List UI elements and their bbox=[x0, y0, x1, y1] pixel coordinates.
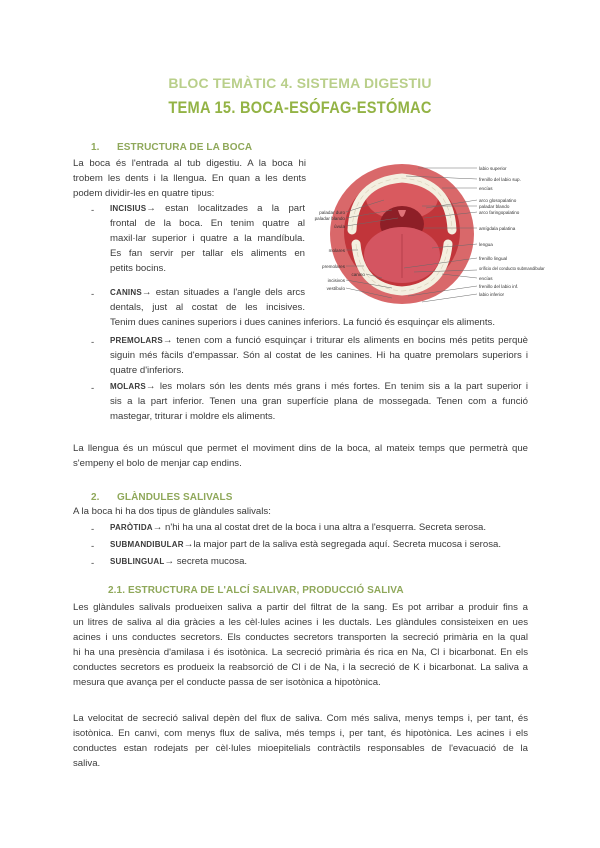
text-line: frontal de la boca. En tenim quatre al bbox=[110, 218, 305, 229]
text-line: mesura que avança per el conducte passa de ser isotònica a hipotònica. bbox=[73, 677, 381, 688]
bullet-parotida bbox=[110, 520, 528, 535]
term-submandibular: SUBMANDIBULAR bbox=[110, 540, 184, 549]
text-line: conductes estan rodejats per cèl·lules mioepitelials contràctils responsables de l'evacuació de la bbox=[73, 743, 528, 754]
figure-label: frenillo del labio inf. bbox=[479, 284, 519, 289]
term-sublingual: SUBLINGUAL bbox=[110, 557, 165, 566]
text-line: siguin més fàcils d'empassar. Són al costat de les canines. Hi ha quatre premolars superiors i bbox=[110, 350, 528, 361]
text-line: → les molars són les dents més grans i més fortes. En tenim sis a la part superior i bbox=[145, 381, 528, 392]
bullet-incisius bbox=[110, 201, 305, 276]
term-incisius: INCISIUS bbox=[110, 204, 147, 213]
figure-label: labio superior bbox=[479, 166, 507, 171]
text-line: Tenim dues canines superiors i dues canines inferiors. La funció és esquinçar els aliments. bbox=[110, 317, 496, 328]
figure-label: frenillo del labio sup. bbox=[479, 177, 521, 182]
text-line: Les glàndules salivals produeixen saliva a partir del filtrat de la sang. Es pot arribar a produir fins a bbox=[73, 602, 528, 613]
text-line: → n'hi ha una al costat dret de la boca i una altra a l'esquerra. Secreta serosa. bbox=[152, 522, 487, 533]
bullet-dash: - bbox=[91, 205, 95, 216]
section-title: ESTRUCTURA DE LA BOCA bbox=[117, 142, 253, 153]
figure-label: premolares bbox=[322, 264, 345, 269]
text-line: → tenen com a funció esquinçar i triturar els aliments en bocins més petits perquè bbox=[162, 335, 528, 346]
figure-label: canino bbox=[351, 272, 365, 277]
text-line: saliva. bbox=[73, 758, 101, 769]
topic-title: TEMA 15. BOCA-ESÓFAG-ESTÓMAC bbox=[168, 98, 432, 117]
mouth-illustration bbox=[314, 160, 545, 310]
term-canins: CANINS bbox=[110, 288, 142, 297]
figure-label: encías bbox=[479, 186, 493, 191]
section-title: GLÀNDULES SALIVALS bbox=[117, 492, 233, 503]
figure-label: encías bbox=[479, 276, 493, 281]
term-molars: MOLARS bbox=[110, 382, 146, 391]
text-line: isotònica. En canvi, com menys flux de saliva, més temps i, per tant, és hipotònica. Les acines i els bbox=[73, 728, 528, 739]
bullet-sublingual bbox=[110, 554, 528, 569]
bullet-dash: - bbox=[91, 383, 95, 394]
text-line: maxil·lar superior i quatre a la mandíbula. bbox=[110, 233, 305, 244]
text-line: La boca és l'entrada al tub digestiu. A la boca hi bbox=[73, 158, 306, 169]
saliva-paragraph-1 bbox=[73, 600, 528, 690]
figure-label: incisivos bbox=[327, 278, 345, 283]
section-1-heading bbox=[91, 142, 252, 153]
figure-label: orificio del conducto submandibular bbox=[479, 266, 545, 271]
text-line: dentals, just al costat de les incisives. bbox=[110, 302, 305, 313]
text-line: trobem les dents i la llengua. En quan a les dents bbox=[73, 173, 306, 184]
figure-label: arco glosopalatino bbox=[479, 198, 517, 203]
text-line: un litres de saliva al dia gràcies a les cèl·lules acines i les ductals. Les glàndules consisteixen en ues bbox=[73, 617, 528, 628]
figure-label: arco faringopalatino bbox=[479, 210, 520, 215]
saliva-paragraph-2 bbox=[73, 711, 528, 771]
section-2-heading bbox=[91, 492, 233, 503]
mouth-intro bbox=[73, 156, 306, 201]
text-line: La velocitat de secreció salival depèn del flux de saliva. Com més saliva, menys temps i, per tant, és bbox=[73, 713, 528, 724]
subsection-2-1-heading: 2.1. ESTRUCTURA DE L'ALCÍ SALIVAR, PRODUCCIÓ SALIVA bbox=[108, 585, 404, 596]
text-line: → secreta mucosa. bbox=[164, 556, 248, 567]
term-premolars: PREMOLARS bbox=[110, 336, 163, 345]
text-line: sis a la part inferior. Tenen una gran superfície plana de mossegada. Tenen com a funció bbox=[110, 396, 528, 407]
text-line: mastegar, triturar i moldre els aliments. bbox=[110, 411, 276, 422]
glands-intro: A la boca hi ha dos tipus de glàndules salivals: bbox=[73, 506, 271, 517]
text-line: hi ha una presència d'amilasa i és isotònica. La secreció primària és rica en Na, Cl i bicarbonat. En els bbox=[73, 647, 528, 658]
bullet-premolars bbox=[110, 333, 528, 378]
term-parotida: PARÒTIDA bbox=[110, 523, 153, 532]
text-line: La llengua és un múscul que permet el moviment dins de la boca, al mateix temps que permetrà que bbox=[73, 443, 528, 454]
figure-label: paladar blando bbox=[314, 216, 345, 221]
text-line: acines i uns conductes secretors. Els conductes secretors transporten la secreció primària en la qual bbox=[73, 632, 528, 643]
section-number: 1. bbox=[91, 142, 100, 153]
bullet-dash: - bbox=[91, 541, 95, 552]
tongue-paragraph bbox=[73, 441, 528, 471]
text-line: Es fan servir per tallar els aliments en bbox=[110, 248, 305, 259]
text-line: →la major part de la saliva està segregada aquí. Secreta mucosa i serosa. bbox=[183, 539, 502, 550]
figure-label: paladar blando bbox=[479, 204, 510, 209]
text-line: s'empeny el bolo de menjar cap endins. bbox=[73, 458, 242, 469]
text-line: podem dividir-les en quatre tipus: bbox=[73, 188, 215, 199]
bullet-dash: - bbox=[91, 289, 95, 300]
text-line: conductes secretors es produeix la reabsorció de Cl i de Na, i la secreció de K i bicarbonat. La saliva a bbox=[73, 662, 528, 673]
bullet-dash: - bbox=[91, 558, 95, 569]
text-line: → estan situades a l'angle dels arcs bbox=[141, 287, 305, 298]
figure-label: labio inferior bbox=[479, 292, 505, 297]
figure-label: vestíbulo bbox=[326, 286, 345, 291]
bullet-dash: - bbox=[91, 524, 95, 535]
figure-label: úvula bbox=[334, 224, 345, 229]
text-line: → estan localitzades a la part bbox=[146, 203, 305, 214]
section-number: 2. bbox=[91, 492, 100, 503]
text-line: quatre d'inferiors. bbox=[110, 365, 184, 376]
text-line: petits bocins. bbox=[110, 263, 166, 274]
bullet-dash: - bbox=[91, 337, 95, 348]
figure-label: paladar duro bbox=[319, 210, 345, 215]
figure-label: molares bbox=[328, 248, 345, 253]
figure-label: lengua bbox=[479, 242, 493, 247]
mouth-anatomy-figure bbox=[314, 160, 545, 310]
block-title: BLOC TEMÀTIC 4. SISTEMA DIGESTIU bbox=[168, 75, 432, 91]
bullet-molars bbox=[110, 379, 528, 424]
figure-label: frenillo lingual bbox=[479, 256, 508, 261]
bullet-submandibular bbox=[110, 537, 528, 552]
figure-label: amígdala palatina bbox=[479, 226, 516, 231]
